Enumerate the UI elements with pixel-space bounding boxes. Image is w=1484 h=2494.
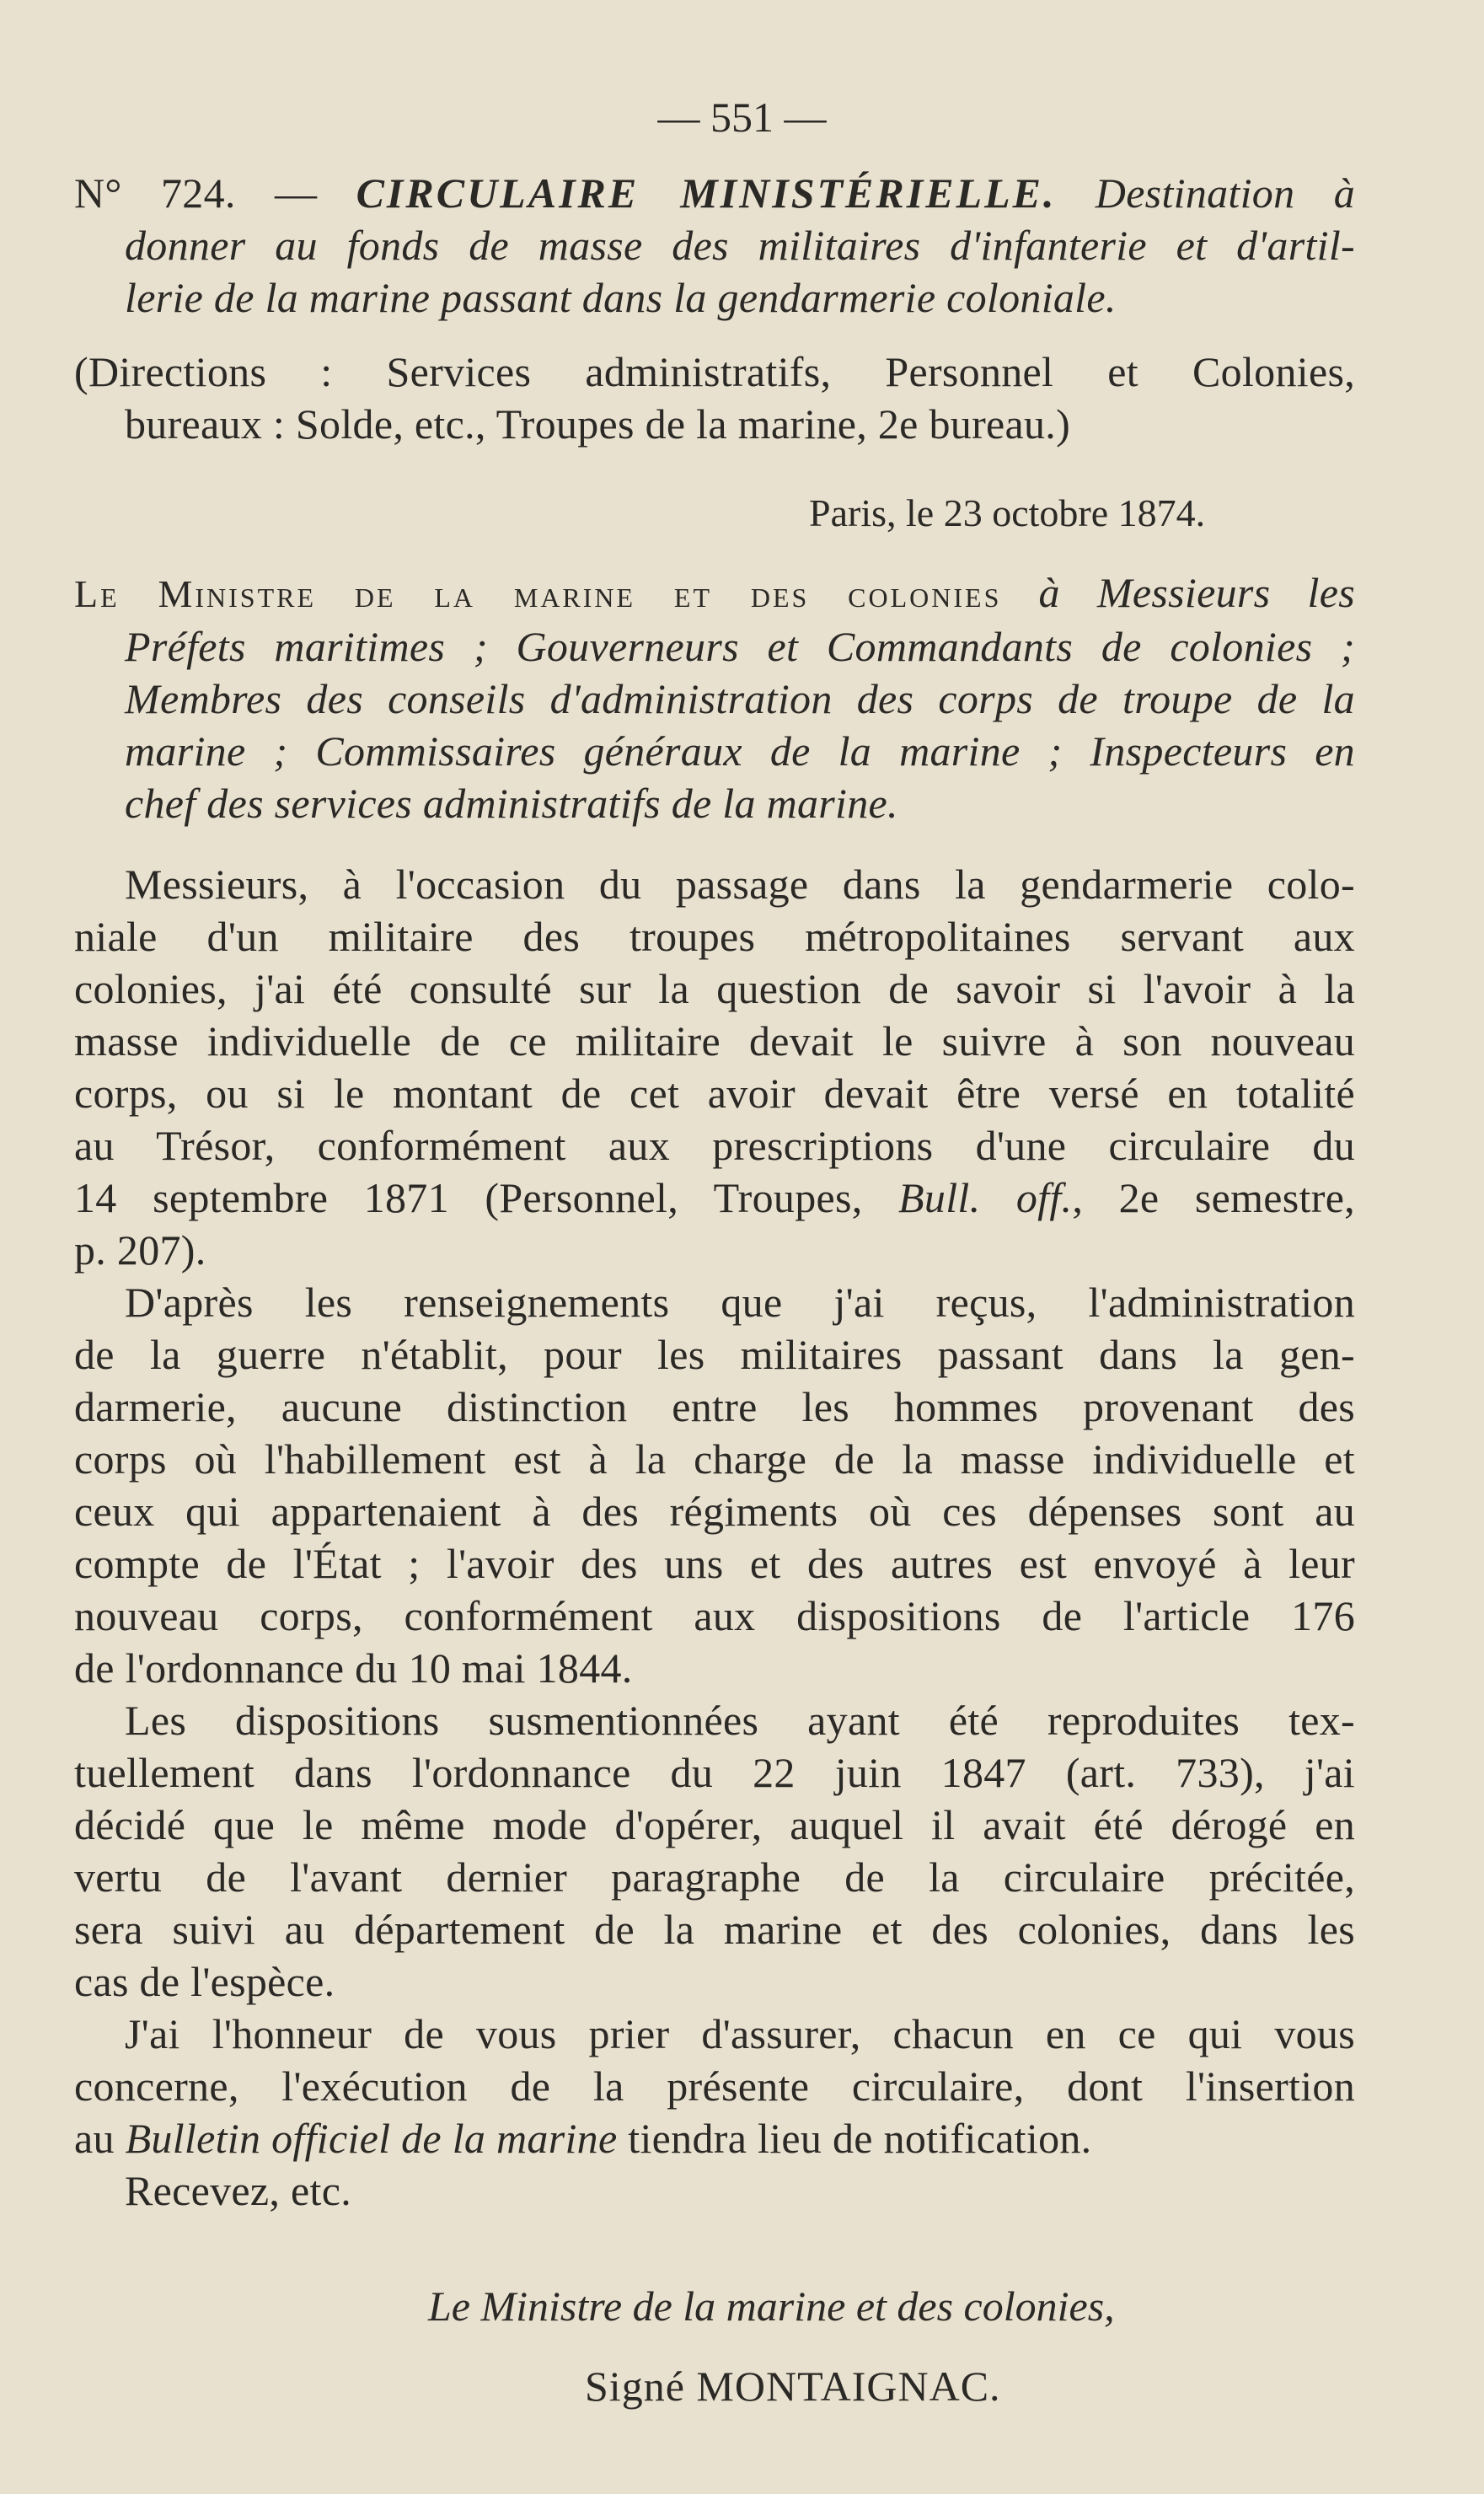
body-line: de l'ordonnance du 10 mai 1844. bbox=[74, 1644, 633, 1692]
heading-line-1 bbox=[74, 167, 1355, 219]
directions-line-1: (Directions : Services administratifs, Personnel et Colonies, bbox=[74, 348, 1355, 395]
body-paragraph-2 bbox=[74, 1276, 1355, 1694]
address-line-2: Préfets maritimes ; Gouverneurs et Commandants de colonies ; bbox=[125, 623, 1355, 670]
body-line: Messieurs, à l'occasion du passage dans la gendarmerie colo- bbox=[125, 861, 1355, 908]
directions-line-2: bureaux : Solde, etc., Troupes de la marine, 2e bureau.) bbox=[125, 400, 1071, 448]
body-italic-text: Bulletin officiel de la marine bbox=[125, 2115, 618, 2162]
body-line: cas de l'espèce. bbox=[74, 1958, 335, 2005]
body-text: tiendra lieu de notification. bbox=[617, 2115, 1092, 2162]
body-text: au bbox=[74, 2115, 126, 2162]
page-number: — 551 — bbox=[657, 94, 827, 141]
body-line: de la guerre n'établit, pour les militaires passant dans la gen- bbox=[74, 1331, 1355, 1378]
body-line: décidé que le même mode d'opérer, auquel il avait été dérogé en bbox=[74, 1801, 1355, 1848]
body-paragraph-3 bbox=[74, 1694, 1355, 2008]
circular-title: CIRCULAIRE MINISTÉRIELLE. bbox=[356, 169, 1057, 217]
body-line: darmerie, aucune distinction entre les hommes provenant des bbox=[74, 1383, 1355, 1430]
closing-formula: Recevez, etc. bbox=[125, 2167, 351, 2214]
body-line: niale d'un militaire des troupes métropolitaines servant aux bbox=[74, 913, 1355, 960]
body-line: corps, ou si le montant de cet avoir devait être versé en totalité bbox=[74, 1070, 1355, 1117]
circular-subject-line-3: lerie de la marine passant dans la gendarmerie coloniale. bbox=[125, 274, 1117, 321]
address-line-3: Membres des conseils d'administration des corps de troupe de la bbox=[125, 675, 1355, 722]
body-text: , 2e semestre, bbox=[1072, 1174, 1355, 1221]
body-paragraph-1 bbox=[74, 858, 1355, 1276]
body-line: corps où l'habillement est à la charge de la masse individuelle et bbox=[74, 1435, 1355, 1483]
heading-dash: — bbox=[235, 169, 356, 217]
body-line: colonies, j'ai été consulté sur la question de savoir si l'avoir à la bbox=[74, 965, 1355, 1012]
address-block bbox=[74, 566, 1355, 829]
signature-title: Le Ministre de la marine et des colonies, bbox=[428, 2282, 1115, 2330]
body-line: J'ai l'honneur de vous prier d'assurer, chacun en ce qui vous bbox=[125, 2010, 1355, 2057]
body-paragraph-4 bbox=[74, 2008, 1355, 2217]
circular-subject-line-2: donner au fonds de masse des militaires d'infanterie et d'artil- bbox=[125, 222, 1355, 269]
circular-heading bbox=[74, 167, 1355, 324]
body-line: Les dispositions susmentionnées ayant été reproduites tex- bbox=[125, 1697, 1355, 1744]
circular-subject-start: Destination à bbox=[1095, 169, 1355, 217]
body-line: nouveau corps, conformément aux dispositions de l'article 176 bbox=[74, 1592, 1355, 1639]
body-line: masse individuelle de ce militaire devait le suivre à son nouveau bbox=[74, 1017, 1355, 1065]
body-text: 14 septembre 1871 (Personnel, Troupes, bbox=[74, 1174, 899, 1221]
body-line: au Trésor, conformément aux prescriptions d'une circulaire du bbox=[74, 1122, 1355, 1169]
address-line-1 bbox=[74, 566, 1355, 620]
body-line: tuellement dans l'ordonnance du 22 juin 1847 (art. 733), j'ai bbox=[74, 1749, 1355, 1796]
address-line-5: chef des services administratifs de la marine. bbox=[125, 780, 898, 827]
address-recipient-start: à Messieurs les bbox=[1038, 569, 1355, 616]
directions bbox=[74, 346, 1355, 450]
body-line: vertu de l'avant dernier paragraphe de la circulaire précitée, bbox=[74, 1853, 1355, 1901]
address-line-4: marine ; Commissaires généraux de la marine ; Inspecteurs en bbox=[125, 727, 1355, 775]
address-sender: Le Ministre de la marine et des colonies bbox=[74, 572, 1002, 615]
body-line bbox=[74, 1172, 1355, 1224]
body-line: compte de l'État ; l'avoir des uns et des autres est envoyé à leur bbox=[74, 1540, 1355, 1587]
body-line: p. 207). bbox=[74, 1226, 206, 1274]
body-line: D'après les renseignements que j'ai reçus, l'administration bbox=[125, 1279, 1355, 1326]
dateline: Paris, le 23 octobre 1874. bbox=[809, 491, 1206, 534]
circular-number: N° 724. bbox=[74, 169, 236, 217]
body-italic-text: Bull. off. bbox=[898, 1174, 1073, 1221]
body-line: sera suivi au département de la marine et des colonies, dans les bbox=[74, 1906, 1355, 1953]
body-line: ceux qui appartenaient à des régiments où ces dépenses sont au bbox=[74, 1488, 1355, 1535]
body-line: concerne, l'exécution de la présente circulaire, dont l'insertion bbox=[74, 2062, 1355, 2110]
body-line bbox=[74, 2112, 1355, 2164]
signature-name: Signé MONTAIGNAC. bbox=[585, 2363, 1001, 2410]
